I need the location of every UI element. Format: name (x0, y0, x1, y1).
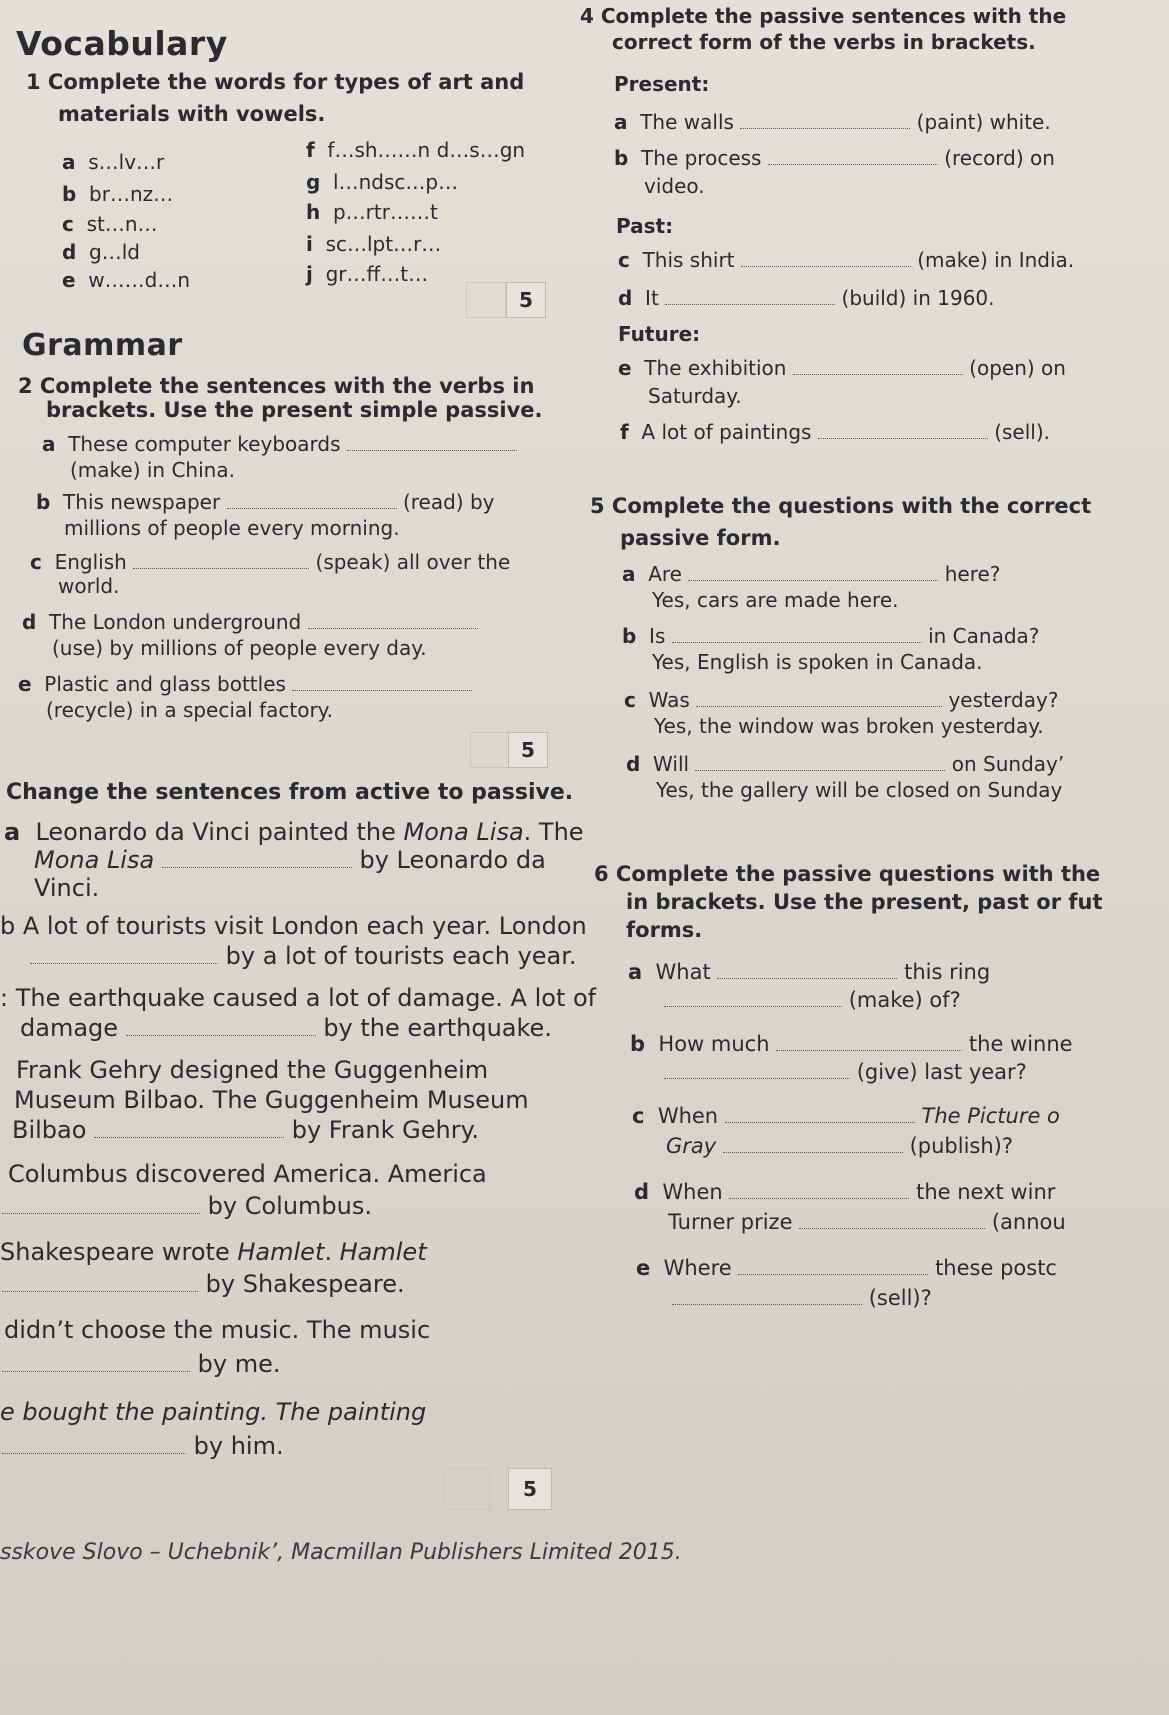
task2-item-c: c English (speak) all over the (30, 550, 511, 574)
task4-instruction-line1: 4 Complete the passive sentences with the (580, 4, 1067, 28)
answer-blank[interactable] (725, 1121, 915, 1123)
task6-item-d: d When the next winr (634, 1180, 1056, 1204)
answer-blank[interactable] (2, 1370, 190, 1372)
answer-blank[interactable] (741, 265, 911, 267)
task3-item-a-line1: a Leonardo da Vinci painted the Mona Lisa. The (4, 818, 584, 846)
answer-blank[interactable] (2, 1212, 200, 1214)
answer-blank[interactable] (2, 1290, 198, 1292)
task2-item-a: a These computer keyboards (42, 432, 517, 456)
task5-item-a-answer: Yes, cars are made here. (652, 588, 899, 612)
task2-item-d: d The London underground (22, 610, 478, 634)
vocab-item: d g…ld (62, 240, 140, 264)
score-input-box[interactable] (444, 1468, 490, 1510)
task6-item-c-line2: Gray (publish)? (666, 1134, 1013, 1158)
answer-blank[interactable] (799, 1227, 985, 1229)
task2-item-e: e Plastic and glass bottles (18, 672, 472, 696)
task3-item-b-line2: by a lot of tourists each year. (30, 942, 577, 970)
task2-item-b-line2: millions of people every morning. (64, 516, 400, 540)
score-input-box[interactable] (470, 732, 510, 768)
grammar-heading: Grammar (22, 328, 183, 363)
task2-item-c-line2: world. (58, 574, 120, 598)
task2-item-b: b This newspaper (read) by (36, 490, 495, 514)
task5-item-d-answer: Yes, the gallery will be closed on Sunday (656, 778, 1063, 802)
answer-blank[interactable] (696, 705, 942, 707)
score-input-box[interactable] (466, 282, 506, 318)
vocab-item: e w……d…n (62, 268, 191, 292)
task4-instruction-line2: correct form of the verbs in brackets. (612, 30, 1036, 54)
answer-blank[interactable] (227, 507, 397, 509)
task3-item-d-line1: Frank Gehry designed the Guggenheim (16, 1056, 489, 1084)
task6-instruction-line1: 6 Complete the passive questions with the (594, 862, 1101, 886)
answer-blank[interactable] (2, 1452, 186, 1454)
score-total: 5 (508, 1468, 552, 1510)
task3-item-c-line2: damage by the earthquake. (20, 1014, 552, 1042)
task3-item-d-line3: Bilbao by Frank Gehry. (12, 1116, 480, 1144)
task4-item-c: c This shirt (make) in India. (618, 248, 1075, 272)
answer-blank[interactable] (664, 1005, 842, 1007)
task4-item-f: f A lot of paintings (sell). (620, 420, 1050, 444)
answer-blank[interactable] (818, 437, 988, 439)
task4-item-a: a The walls (paint) white. (614, 110, 1051, 134)
task2-item-e-line2: (recycle) in a special factory. (46, 698, 334, 722)
task6-instruction-line3: forms. (626, 918, 703, 942)
task4-item-d: d It (build) in 1960. (618, 286, 995, 310)
task3-item-h-line1: e bought the painting. The painting (0, 1398, 427, 1426)
vocab-item: a s…lv…r (62, 150, 165, 174)
score-total: 5 (508, 732, 548, 768)
task4-item-e: e The exhibition (open) on (618, 356, 1066, 380)
answer-blank[interactable] (740, 127, 910, 129)
task6-item-a: a What this ring (628, 960, 991, 984)
past-label: Past: (616, 214, 674, 238)
task2-item-d-line2: (use) by millions of people every day. (52, 636, 427, 660)
answer-blank[interactable] (738, 1273, 928, 1275)
task4-item-b: b The process (record) on (614, 146, 1055, 170)
task6-item-c: c When The Picture o (632, 1104, 1060, 1128)
answer-blank[interactable] (717, 977, 897, 979)
task6-item-b-line2: (give) last year? (664, 1060, 1027, 1084)
answer-blank[interactable] (126, 1034, 316, 1036)
answer-blank[interactable] (768, 163, 938, 165)
task5-item-d: d Will on Sunday’ (626, 752, 1065, 776)
answer-blank[interactable] (672, 1303, 862, 1305)
copyright-footer: sskove Slovo – Uchebnik’, Macmillan Publishers Limited 2015. (0, 1540, 682, 1565)
answer-blank[interactable] (688, 579, 938, 581)
answer-blank[interactable] (695, 769, 945, 771)
task6-item-e-line2: (sell)? (672, 1286, 932, 1310)
task5-instruction-line1: 5 Complete the questions with the correct (590, 494, 1092, 518)
future-label: Future: (618, 322, 701, 346)
answer-blank[interactable] (665, 303, 835, 305)
task3-item-g-line1: didn’t choose the music. The music (4, 1316, 431, 1344)
task4-item-b-line2: video. (644, 174, 705, 198)
task3-item-e-line1: Columbus discovered America. America (8, 1160, 487, 1188)
task1-instruction-line2: materials with vowels. (58, 102, 326, 126)
answer-blank[interactable] (347, 449, 517, 451)
vocab-item: j gr…ff…t… (306, 262, 429, 286)
task5-item-c-answer: Yes, the window was broken yesterday. (654, 714, 1044, 738)
answer-blank[interactable] (729, 1197, 909, 1199)
answer-blank[interactable] (723, 1151, 903, 1153)
answer-blank[interactable] (776, 1049, 962, 1051)
task6-item-a-line2: (make) of? (664, 988, 961, 1012)
score-total: 5 (506, 282, 546, 318)
vocabulary-heading: Vocabulary (16, 24, 228, 63)
answer-blank[interactable] (672, 641, 922, 643)
task1-instruction-line1: 1 Complete the words for types of art and (26, 70, 525, 94)
task5-item-a: a Are here? (622, 562, 1001, 586)
task5-item-b: b Is in Canada? (622, 624, 1040, 648)
answer-blank[interactable] (664, 1077, 850, 1079)
task6-item-d-line2: Turner prize (annou (668, 1210, 1066, 1234)
task6-instruction-line2: in brackets. Use the present, past or fut (626, 890, 1103, 914)
task5-instruction-line2: passive form. (620, 526, 781, 550)
vocab-item: i sc…lpt…r… (306, 232, 442, 256)
task3-item-d-line2: Museum Bilbao. The Guggenheim Museum (14, 1086, 529, 1114)
task6-item-e: e Where these postc (636, 1256, 1057, 1280)
task3-item-h-line2: by him. (2, 1432, 284, 1460)
vocab-item: f f…sh……n d…s…gn (306, 138, 526, 162)
task3-item-e-line2: by Columbus. (2, 1192, 372, 1220)
answer-blank[interactable] (94, 1136, 284, 1138)
task3-item-b-line1: b A lot of tourists visit London each year. London (0, 912, 587, 940)
answer-blank[interactable] (308, 627, 478, 629)
vocab-item: b br…nz… (62, 182, 174, 206)
task5-item-c: c Was yesterday? (624, 688, 1059, 712)
task3-instruction: Change the sentences from active to passive. (6, 780, 574, 805)
task3-item-f-line2: by Shakespeare. (2, 1270, 405, 1298)
task3-item-a-line3: Vinci. (34, 874, 100, 902)
task3-item-f-line1: Shakespeare wrote Hamlet. Hamlet (0, 1238, 427, 1266)
task6-item-b: b How much the winne (630, 1032, 1073, 1056)
task2-instruction-line2: brackets. Use the present simple passive. (46, 398, 543, 422)
task5-item-b-answer: Yes, English is spoken in Canada. (652, 650, 983, 674)
task3-item-c-line1: : The earthquake caused a lot of damage. A lot of (0, 984, 597, 1012)
vocab-item: h p…rtr……t (306, 200, 438, 224)
task3-item-g-line2: by me. (2, 1350, 280, 1378)
task4-item-e-line2: Saturday. (648, 384, 742, 408)
vocab-item: c st…n… (62, 212, 158, 236)
answer-blank[interactable] (292, 689, 472, 691)
answer-blank[interactable] (793, 373, 963, 375)
answer-blank[interactable] (30, 962, 218, 964)
vocab-item: g l…ndsc…p… (306, 170, 459, 194)
task2-item-a-line2: (make) in China. (70, 458, 235, 482)
present-label: Present: (614, 72, 710, 96)
answer-blank[interactable] (133, 567, 309, 569)
task3-item-a-line2: Mona Lisa by Leonardo da (34, 846, 546, 874)
answer-blank[interactable] (162, 866, 352, 868)
task2-instruction-line1: 2 Complete the sentences with the verbs in (18, 374, 535, 398)
